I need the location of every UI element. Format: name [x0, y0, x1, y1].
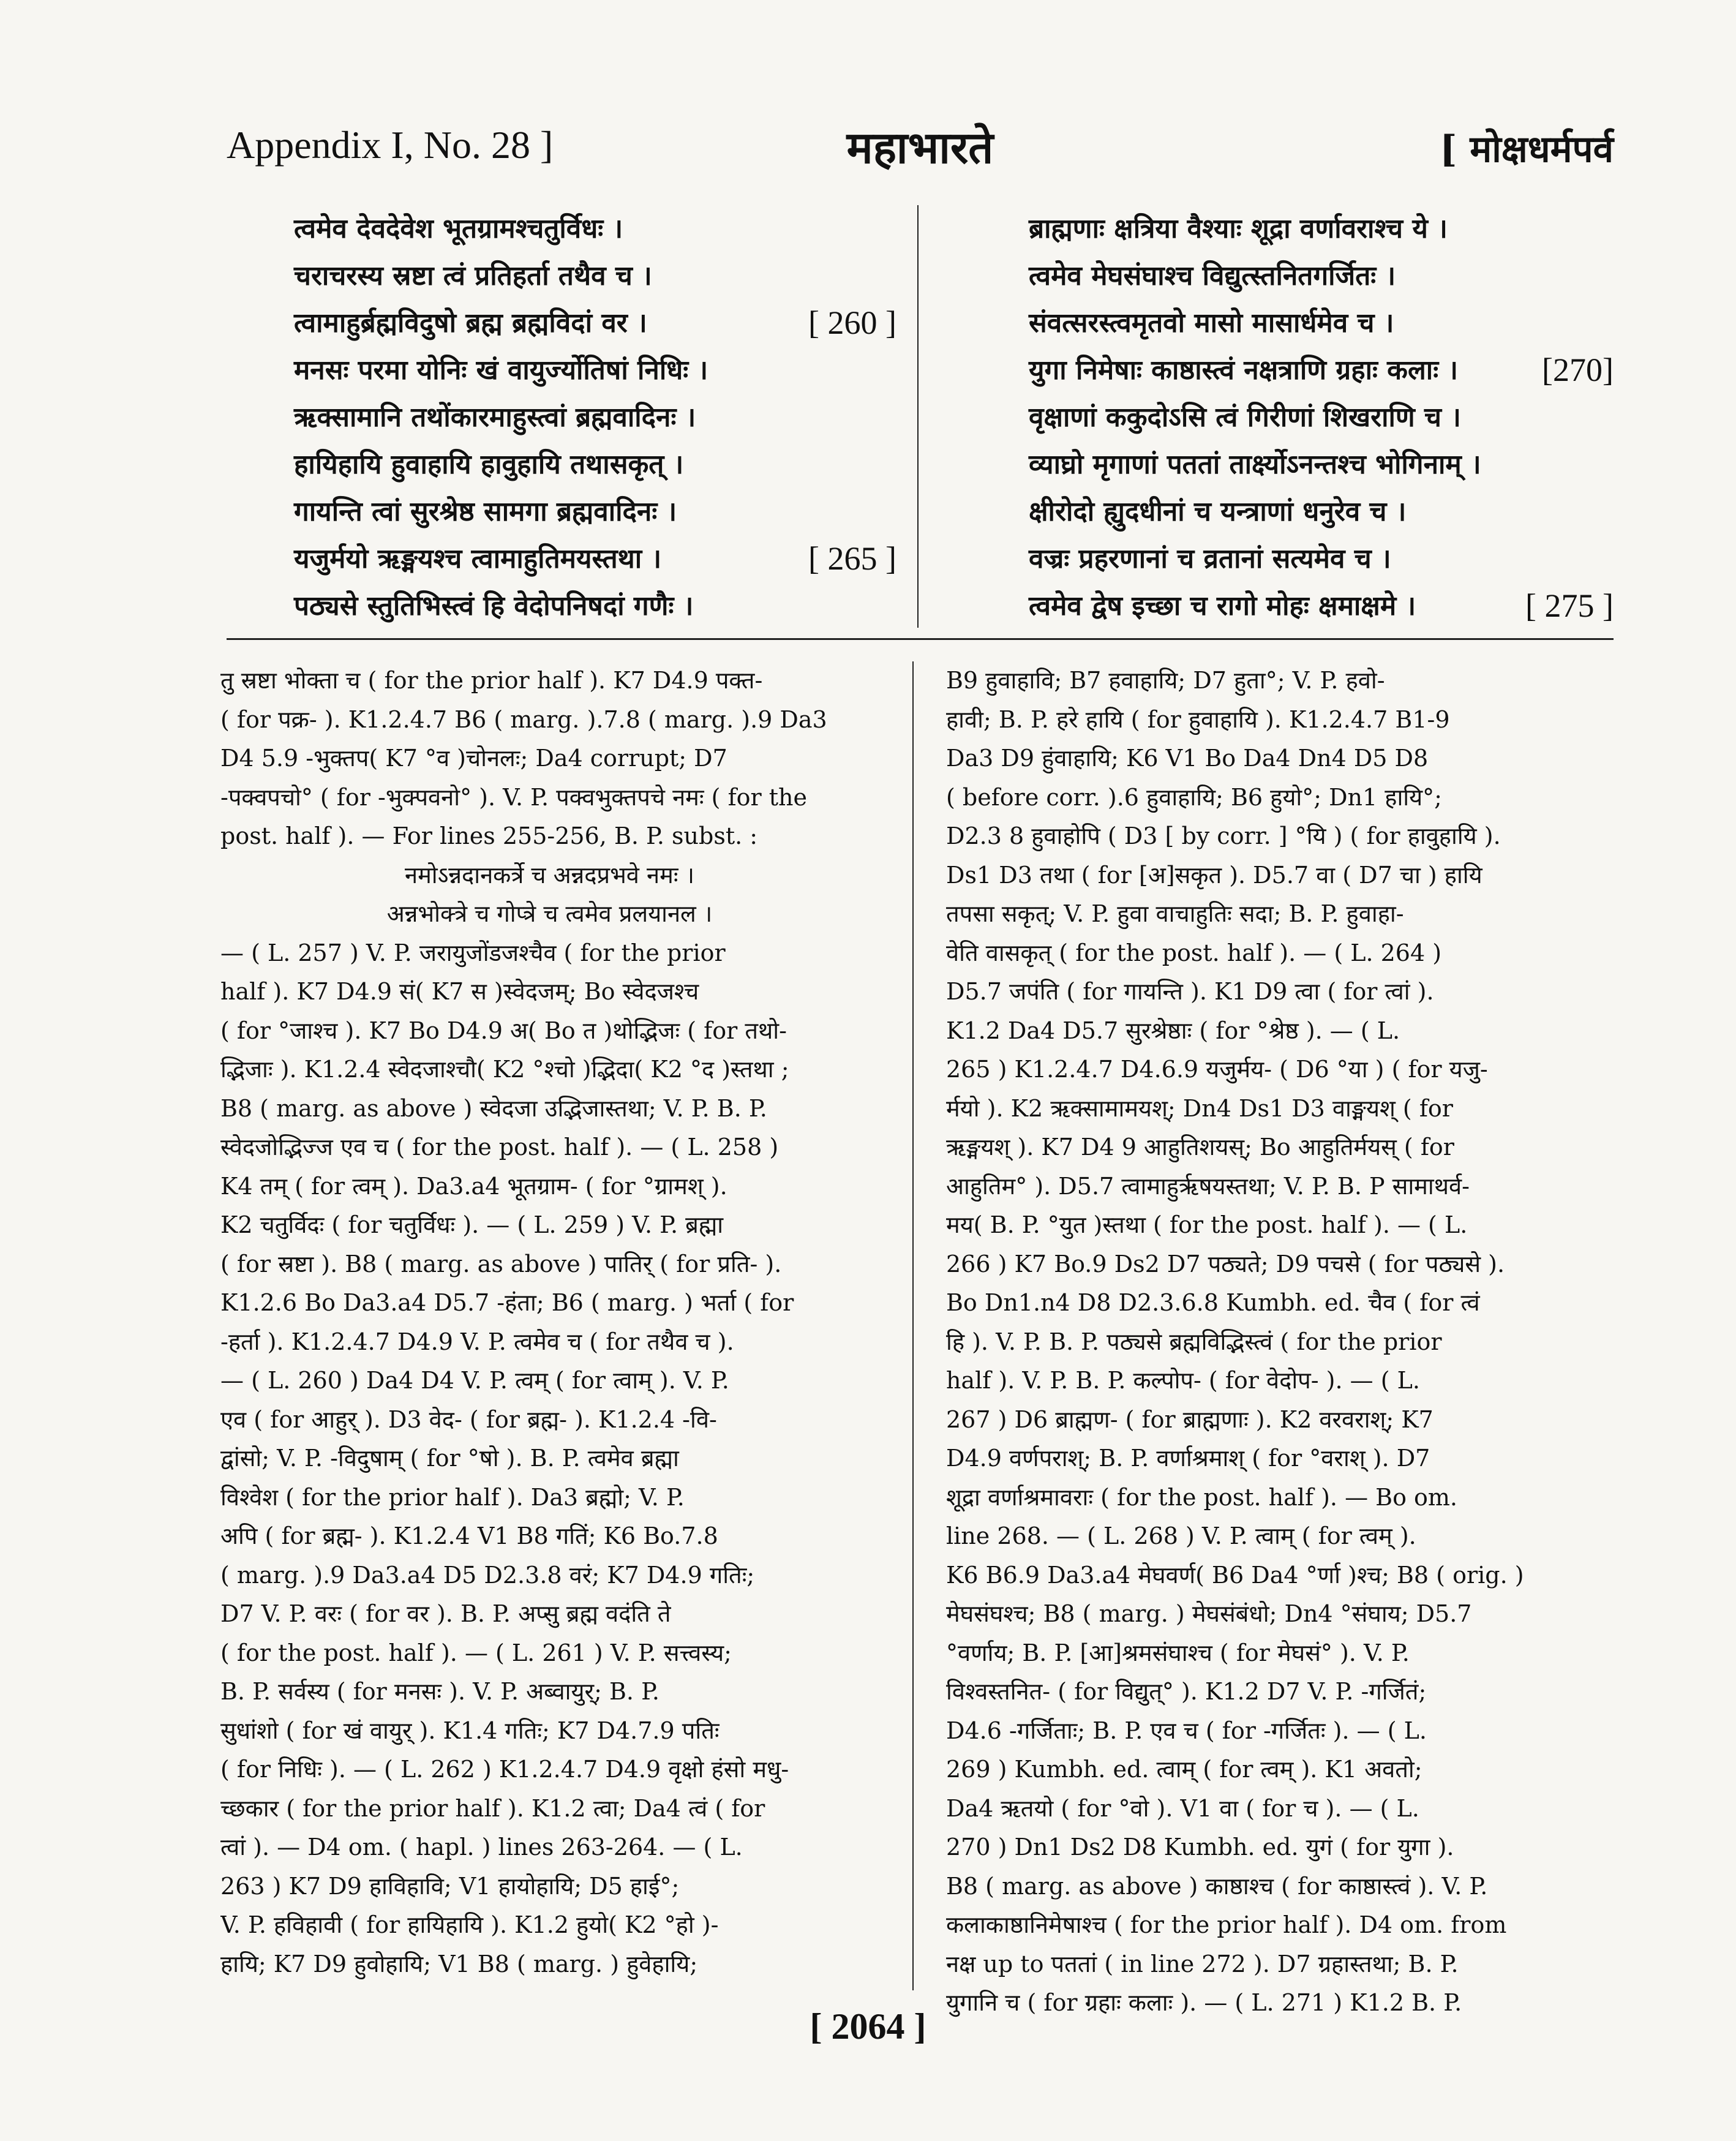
note-line: V. P. हविहावी ( for हायिहायि ). K1.2 हुयो( K2 °हो )-	[220, 1911, 719, 1938]
verse-line	[1029, 299, 1614, 347]
note-line: half ). K7 D4.9 सं( K7 स )स्वेदजम्; Bo स्वेदजश्च	[220, 978, 699, 1005]
note-line: D5.7 जपंति ( for गायन्ति ). K1 D9 त्वा ( for त्वां ).	[946, 978, 1434, 1005]
verse-text: त्वमेव देवदेवेश भूतग्रामश्चतुर्विधः ।	[294, 213, 623, 244]
note-line: ( before corr. ).6 हुवाहायि; B6 हुयो°; Dn1 हायि°;	[946, 783, 1442, 811]
verse-text: मनसः परमा योनिः खं वायुर्ज्योतिषां निधिः ।	[294, 355, 708, 386]
verse-text: ब्राह्मणाः क्षत्रिया वैश्याः शूद्रा वर्णावराश्च ये ।	[1029, 213, 1448, 244]
note-line: post. half ). — For lines 255-256, B. P. subst. :	[220, 822, 758, 849]
notes-column-right	[946, 661, 1604, 2023]
page-header	[227, 116, 1614, 178]
verse-text: त्वमेव द्वेष इच्छा च रागो मोहः क्षमाक्षमे ।	[1029, 590, 1416, 622]
note-line: तपसा सकृत्; V. P. हुवा वाचाहुतिः सदा; B. P. हुवाहा-	[946, 900, 1404, 927]
verse-text: संवत्सरस्त्वमृतवो मासो मासार्धमेव च ।	[1029, 307, 1394, 339]
verse-text: यजुर्मयो ऋङ्मयश्च त्वामाहुतिमयस्तथा ।	[294, 543, 662, 574]
note-line: °वर्णाय; B. P. [आ]श्रमसंघाश्च ( for मेघसं° ). V. P.	[946, 1639, 1410, 1666]
verse-column-left	[294, 205, 1108, 630]
note-line: च्छकार ( for the prior half ). K1.2 त्वा; Da4 त्वं ( for	[220, 1794, 765, 1822]
verse-line	[294, 347, 1108, 394]
note-line: K1.2.6 Bo Da3.a4 D5.7 -हंता; B6 ( marg. ) भर्ता ( for	[220, 1289, 794, 1316]
verse-text: गायन्ति त्वां सुरश्रेष्ठ सामगा ब्रह्मवादिनः ।	[294, 496, 677, 527]
verse-text: हायिहायि हुवाहायि हावुहायि तथासकृत् ।	[294, 449, 684, 480]
note-line: त्वां ). — D4 om. ( hapl. ) lines 263-264. — ( L.	[220, 1834, 743, 1861]
notes-column-left	[220, 661, 879, 1984]
note-line: ( for निधिः ). — ( L. 262 ) K1.2.4.7 D4.9 वृक्षो हंसो मधु-	[220, 1756, 789, 1783]
note-line: हावी; B. P. हरे हायि ( for हुवाहायि ). K1.2.4.7 B1-9	[946, 706, 1450, 733]
note-line: D4 5.9 -भुक्तप( K7 °व )चोनलः; Da4 corrupt; D7	[220, 745, 727, 772]
note-line: 263 ) K7 D9 हाविहावि; V1 हायोहायि; D5 हाई°;	[220, 1872, 680, 1900]
verse-line	[294, 441, 1108, 488]
note-line: र्मयो ). K2 ऋक्सामामयश्; Dn4 Ds1 D3 वाङ्मयश् ( for	[946, 1094, 1453, 1122]
note-line: Ds1 D3 तथा ( for [अ]सकृत ). D5.7 वा ( D7 चा ) हायि	[946, 861, 1482, 889]
verse-line	[1029, 441, 1614, 488]
note-line: D7 V. P. वरः ( for वर ). B. P. अप्सु ब्रह्म वदंति ते	[220, 1600, 671, 1627]
note-line: — ( L. 257 ) V. P. जरायुजोंडजश्चैव ( for the prior	[220, 939, 726, 966]
note-line: हायि; K7 D9 हुवोहायि; V1 B8 ( marg. ) हुवेहायि;	[220, 1950, 698, 1977]
note-line: D2.3 8 हुवाहोपि ( D3 [ by corr. ] °यि ) ( for हावुहायि ).	[946, 822, 1501, 849]
critical-notes	[220, 661, 1617, 2016]
note-line: ( for स्रष्टा ). B8 ( marg. as above ) पातिर् ( for प्रति- ).	[220, 1250, 782, 1277]
note-line: द्भिजाः ). K1.2.4 स्वेदजाश्चौ( K2 °श्चो )द्भिदा( K2 °द )स्तथा ;	[220, 1056, 789, 1083]
note-line: K4 तम् ( for त्वम् ). Da3.a4 भूतग्राम- ( for °ग्रामश् ).	[220, 1172, 727, 1200]
note-line: मय( B. P. °युत )स्तथा ( for the post. half ). — ( L.	[946, 1211, 1468, 1238]
note-line: ( for पक्र- ). K1.2.4.7 B6 ( marg. ).7.8 ( marg. ).9 Da3	[220, 706, 827, 733]
note-line: line 268. — ( L. 268 ) V. P. त्वाम् ( for त्वम् ).	[946, 1522, 1416, 1549]
note-line: B8 ( marg. as above ) काष्ठाश्च ( for काष्ठास्त्वं ). V. P.	[946, 1872, 1488, 1900]
note-line: D4.9 वर्णपराश्; B. P. वर्णाश्रमाश् ( for °वराश् ). D7	[946, 1445, 1430, 1472]
verse-line	[294, 394, 1108, 441]
note-line: K1.2 Da4 D5.7 सुरश्रेष्ठाः ( for °श्रेष्ठ ). — ( L.	[946, 1017, 1400, 1044]
verse-line	[1029, 582, 1614, 630]
note-line: half ). V. P. B. P. कल्पोप- ( for वेदोप- ). — ( L.	[946, 1367, 1420, 1394]
verse-number: [ 265 ]	[808, 540, 896, 577]
note-line: 266 ) K7 Bo.9 Ds2 D7 पठ्यते; D9 पचसे ( for पठ्यसे ).	[946, 1250, 1505, 1277]
note-line: K2 चतुर्विदः ( for चतुर्विधः ). — ( L. 259 ) V. P. ब्रह्मा	[220, 1211, 724, 1238]
verse-text: ऋक्सामानि तथोंकारमाहुस्त्वां ब्रह्मवादिनः ।	[294, 402, 696, 433]
note-line: नक्ष up to पततां ( in line 272 ). D7 ग्रहास्तथा; B. P.	[946, 1950, 1459, 1977]
note-line: B8 ( marg. as above ) स्वेदजा उद्भिजास्तथा; V. P. B. P.	[220, 1094, 767, 1122]
note-line: वेति वासकृत् ( for the post. half ). — ( L. 264 )	[946, 939, 1442, 966]
note-line: कलाकाष्ठानिमेषाश्च ( for the prior half ). D4 om. from	[946, 1911, 1507, 1938]
verse-text: युगा निमेषाः काष्ठास्त्वं नक्षत्राणि ग्रहाः कलाः ।	[1029, 355, 1459, 386]
note-line: तु स्रष्टा भोक्ता च ( for the prior half ). K7 D4.9 पक्त-	[220, 667, 763, 694]
note-line: द्वांसो; V. P. -विदुषाम् ( for °षो ). B. P. त्वमेव ब्रह्मा	[220, 1445, 679, 1472]
note-line: K6 B6.9 Da3.a4 मेघवर्ण( B6 Da4 °र्णा )श्च; B8 ( orig. )	[946, 1561, 1524, 1589]
note-line: सुधांशो ( for खं वायुर् ). K1.4 गतिः; K7 D4.7.9 पतिः	[220, 1717, 720, 1744]
note-line: Da3 D9 हुंवाहायि; K6 V1 Bo Da4 Dn4 D5 D8	[946, 745, 1429, 772]
book-title: महाभारते	[846, 121, 994, 173]
verse-column-divider	[917, 205, 919, 628]
note-line: शूद्रा वर्णाश्रमावराः ( for the post. half ). — Bo om.	[946, 1483, 1458, 1511]
page-number: [ 2064 ]	[810, 2006, 926, 2047]
verse-line	[294, 252, 1108, 299]
note-line: -हर्ता ). K1.2.4.7 D4.9 V. P. त्वमेव च ( for तथैव च ).	[220, 1328, 734, 1355]
verse-text: त्वमेव मेघसंघाश्च विद्युत्स्तनितगर्जितः ।	[1029, 260, 1396, 292]
verse-text: व्याघ्रो मृगाणां पततां तार्क्ष्योऽनन्तश्च भोगिनाम् ।	[1029, 449, 1481, 480]
verse-line	[294, 488, 1108, 535]
verse-line	[1029, 205, 1614, 252]
verse-section	[227, 205, 1614, 628]
verse-line	[1029, 347, 1614, 394]
note-line: -पक्वपचो° ( for -भुक्पवनो° ). V. P. पक्वभुक्तपचे नमः ( for the	[220, 783, 807, 811]
verse-line	[294, 205, 1108, 252]
notes-column-divider	[912, 661, 914, 1990]
note-line: 265 ) K1.2.4.7 D4.6.9 यजुर्मय- ( D6 °या ) ( for यजु-	[946, 1056, 1488, 1083]
note-line: विश्वेश ( for the prior half ). Da3 ब्रह्मो; V. P.	[220, 1483, 685, 1511]
note-line: B. P. सर्वस्य ( for मनसः ). V. P. अब्वायुर्; B. P.	[220, 1678, 660, 1705]
note-line: अपि ( for ब्रह्म- ). K1.2.4 V1 B8 गतिं; K6 Bo.7.8	[220, 1522, 718, 1549]
note-line: नमोऽन्नदानकर्त्रे च अन्नदप्रभवे नमः ।	[404, 861, 694, 889]
note-line: Da4 ऋतयो ( for °वो ). V1 वा ( for च ). — ( L.	[946, 1794, 1419, 1822]
verse-text: क्षीरोदो ह्युदधीनां च यन्त्राणां धनुरेव च ।	[1029, 496, 1407, 527]
note-line: मेघसंघश्च; B8 ( marg. ) मेघसंबंधो; Dn4 °संघाय; D5.7	[946, 1600, 1472, 1627]
verse-text: त्वामाहुर्ब्रह्मविदुषो ब्रह्म ब्रह्मविदां वर ।	[294, 307, 647, 339]
verse-line	[294, 535, 1108, 582]
section-title: [ मोक्षधर्मपर्व	[1440, 128, 1614, 171]
note-line: ( for °जाश्च ). K7 Bo D4.9 अ( Bo त )थोद्भिजः ( for तथो-	[220, 1017, 787, 1044]
note-line: 269 ) Kumbh. ed. त्वाम् ( for त्वम् ). K1 अवतो;	[946, 1756, 1422, 1783]
note-line: आहुतिम° ). D5.7 त्वामाहुर्ऋषयस्तथा; V. P. B. P सामाथर्व-	[946, 1172, 1470, 1200]
verse-line	[1029, 488, 1614, 535]
note-line: युगानि च ( for ग्रहाः कलाः ). — ( L. 271 ) K1.2 B. P.	[946, 1989, 1462, 2016]
note-line: 267 ) D6 ब्राह्मण- ( for ब्राह्मणाः ). K2 वरवराश्; K7	[946, 1405, 1434, 1433]
verse-text: चराचरस्य स्रष्टा त्वं प्रतिहर्ता तथैव च ।	[294, 260, 652, 292]
verse-line	[294, 299, 1108, 347]
verse-number: [ 275 ]	[1525, 587, 1614, 624]
verse-text: वृक्षाणां ककुदोऽसि त्वं गिरीणां शिखराणि च ।	[1029, 402, 1461, 433]
note-line: एव ( for आहुर् ). D3 वेद- ( for ब्रह्म- ). K1.2.4 -वि-	[220, 1405, 717, 1433]
verse-line	[1029, 252, 1614, 299]
note-line: ऋङ्मयश् ). K7 D4 9 आहुतिशयस्; Bo आहुतिर्मयस् ( for	[946, 1134, 1454, 1161]
appendix-reference: Appendix I, No. 28 ]	[227, 123, 554, 167]
note-line: — ( L. 260 ) Da4 D4 V. P. त्वम् ( for त्वाम् ). V. P.	[220, 1367, 729, 1394]
verse-text: पठ्यसे स्तुतिभिस्त्वं हि वेदोपनिषदां गणैः ।	[294, 590, 694, 622]
verse-line	[1029, 394, 1614, 441]
note-line: हि ). V. P. B. P. पठ्यसे ब्रह्मविद्भिस्त्वं ( for the prior	[946, 1328, 1442, 1355]
section-rule	[227, 638, 1614, 640]
note-line: B9 हुवाहावि; B7 हवाहायि; D7 हुता°; V. P. हवो-	[946, 667, 1385, 694]
verse-number: [270]	[1542, 352, 1614, 388]
verse-text: वज्रः प्रहरणानां च व्रतानां सत्यमेव च ।	[1029, 543, 1391, 574]
note-line: स्वेदजोद्भिज्ज एव च ( for the post. half ). — ( L. 258 )	[220, 1134, 779, 1161]
verse-column-right	[1029, 205, 1614, 630]
note-line: ( for the post. half ). — ( L. 261 ) V. P. सत्त्वस्य;	[220, 1639, 732, 1666]
verse-number: [ 260 ]	[808, 304, 896, 341]
note-line: 270 ) Dn1 Ds2 D8 Kumbh. ed. युगं ( for युगा ).	[946, 1834, 1454, 1861]
note-line: विश्वस्तनित- ( for विद्युत्° ). K1.2 D7 V. P. -गर्जितं;	[946, 1678, 1427, 1705]
note-line: अन्नभोक्त्रे च गोप्त्रे च त्वमेव प्रलयानल ।	[386, 900, 713, 927]
note-line: D4.6 -गर्जिताः; B. P. एव च ( for -गर्जितः ). — ( L.	[946, 1717, 1427, 1744]
verse-line	[1029, 535, 1614, 582]
verse-line	[294, 582, 1108, 630]
note-line: Bo Dn1.n4 D8 D2.3.6.8 Kumbh. ed. चैव ( for त्वं	[946, 1289, 1480, 1316]
note-line: ( marg. ).9 Da3.a4 D5 D2.3.8 वरं; K7 D4.9 गतिः;	[220, 1561, 755, 1589]
